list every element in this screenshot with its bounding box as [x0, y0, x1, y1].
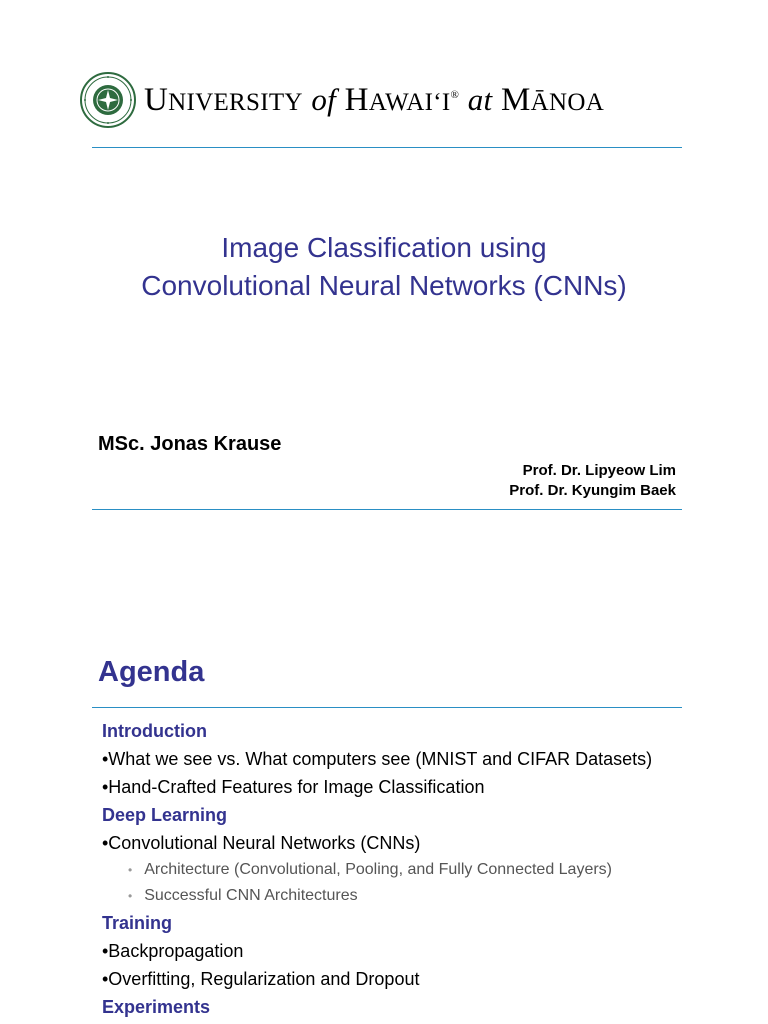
wordmark-at: at [467, 81, 493, 117]
advisor-1: Prof. Dr. Lipyeow Lim [522, 462, 676, 479]
wordmark-okina-i: ʻI [433, 88, 451, 116]
agenda-item: •What we see vs. What computers see (MNIST and CIFAR Datasets) [102, 749, 653, 769]
registered-mark: ® [450, 88, 460, 101]
agenda-subitem-text: Architecture (Convolutional, Pooling, and Fully Connected Layers) [144, 861, 613, 878]
agenda-slide [0, 640, 768, 1024]
agenda-item: •Convolutional Neural Networks (CNNs) [102, 833, 421, 853]
wordmark-u: U [144, 81, 169, 118]
agenda-item: •Hand-Crafted Features for Image Classification [102, 777, 485, 797]
author-name: MSc. Jonas Krause [98, 433, 282, 455]
agenda-section-heading: Training [102, 913, 173, 933]
agenda-section-heading: Introduction [102, 721, 207, 741]
agenda-section-heading: Experiments [102, 997, 211, 1017]
agenda-divider [92, 707, 682, 708]
agenda-subitem [102, 860, 742, 886]
title-line-1: Image Classification using [221, 232, 547, 263]
wordmark-anoa: ĀNOA [530, 88, 605, 116]
agenda-item: •Overfitting, Regularization and Dropout [102, 969, 420, 989]
footer-divider [92, 509, 682, 510]
agenda-item: •Backpropagation [102, 941, 244, 961]
wordmark-of: of [311, 81, 337, 117]
title-line-2: Convolutional Neural Networks (CNNs) [141, 270, 627, 301]
header-divider [92, 147, 682, 148]
presentation-title [0, 229, 768, 305]
wordmark-h: H [344, 81, 369, 118]
advisor-2: Prof. Dr. Kyungim Baek [509, 482, 676, 499]
agenda-subitem [102, 886, 742, 912]
advisors [509, 461, 676, 501]
agenda-list [102, 720, 742, 1024]
sub-bullet-icon: • [128, 889, 133, 903]
agenda-section-heading: Deep Learning [102, 805, 228, 825]
sub-bullet-icon: • [128, 863, 133, 877]
university-seal-icon [80, 72, 136, 128]
wordmark-niversity: NIVERSITY [168, 88, 303, 116]
university-header [80, 72, 604, 128]
agenda-subitem-text: Successful CNN Architectures [144, 887, 358, 904]
wordmark-m: M [501, 81, 531, 118]
wordmark-awai: AWAI [368, 88, 434, 116]
agenda-title: Agenda [98, 656, 205, 688]
university-wordmark [144, 82, 604, 119]
